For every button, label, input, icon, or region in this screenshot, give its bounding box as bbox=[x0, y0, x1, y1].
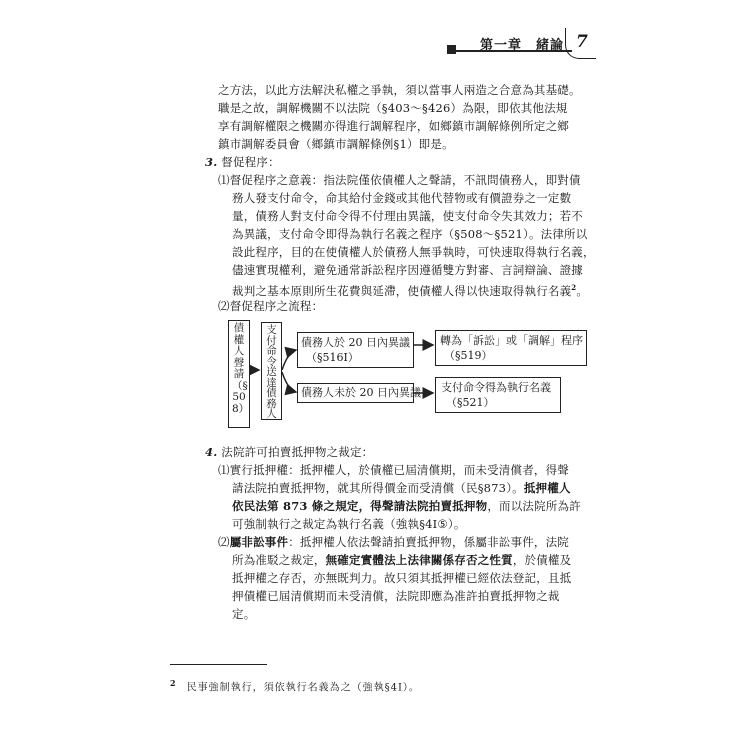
paragraph-line: 鎮市調解委員會（鄉鎮市調解條例§1）即是。 bbox=[218, 137, 454, 151]
section-heading bbox=[205, 444, 373, 460]
flow-box-petition bbox=[228, 320, 250, 428]
flow-box-objection bbox=[297, 332, 414, 368]
flow-box-text: （§516Ⅰ） bbox=[306, 351, 359, 364]
arrow-box2-to-box3 bbox=[282, 350, 296, 370]
paragraph-line: 職是之故，調解機關不以法院（§403～§426）為限，即依其他法規 bbox=[218, 101, 568, 115]
arrow-box2-to-box5 bbox=[282, 372, 296, 392]
paragraph-text: 。 bbox=[576, 283, 589, 298]
emphasis-text: 抵押權人 bbox=[523, 481, 571, 495]
footnote bbox=[170, 678, 420, 693]
paragraph-line: 押債權已屆清償期而未受清償，法院即應為准許拍賣抵押物之裁 bbox=[232, 589, 560, 603]
paragraph-text: 所為准駁之裁定， bbox=[232, 553, 326, 567]
section-number: 3. bbox=[205, 155, 218, 169]
paragraph-text: ，於債權及 bbox=[512, 553, 572, 567]
paragraph-line: 定。 bbox=[232, 607, 256, 621]
section-number: 4. bbox=[205, 445, 218, 459]
paragraph-line bbox=[232, 552, 571, 568]
paragraph-line: 可強制執行之裁定為執行名義（強執§4Ⅰ⑤）。 bbox=[232, 517, 466, 531]
subsection-label: ⑴實行抵押權： bbox=[218, 463, 300, 477]
flow-box-text: 轉為「訴訟」或「調解」程序 bbox=[440, 334, 583, 347]
flow-box-text: 債權人聲請（§508） bbox=[232, 322, 250, 415]
paragraph-line: 務人發支付命令，命其給付金錢或其他代替物或有價證券之一定數 bbox=[232, 191, 572, 205]
footnote-reference[interactable]: 2 bbox=[571, 283, 577, 292]
flow-box-text: 支付命令得為執行名義 bbox=[441, 381, 551, 394]
subsection-label: ⑴督促程序之意義： bbox=[218, 173, 324, 187]
paragraph-text: 指法院僅依債權人之聲請，不訊問債務人，即對債 bbox=[323, 173, 581, 187]
paragraph-text: ，而以法院所為許 bbox=[487, 499, 581, 513]
flow-box-text: （§521） bbox=[446, 396, 495, 409]
flow-box-service bbox=[261, 322, 282, 420]
paragraph-line bbox=[232, 480, 571, 496]
flow-box-text: 債務人於 20 日內異議 bbox=[301, 336, 410, 349]
footnote-number: 2 bbox=[170, 678, 177, 688]
paragraph-text: 請法院拍賣抵押物，就其所得價金而受清償（民§873）。 bbox=[232, 481, 524, 495]
paragraph-line: 量，債務人對支付命令得不付理由異議，使支付命令失其效力；若不 bbox=[232, 209, 583, 223]
section-title: 法院許可拍賣抵押物之裁定： bbox=[221, 445, 374, 459]
paragraph-line: 儘速實現權利，避免通常訴訟程序因遵循雙方對審、言詞辯論、證據 bbox=[232, 263, 583, 277]
paragraph-line: 設此程序，目的在使債權人於債務人無爭執時，可快速取得執行名義， bbox=[232, 245, 595, 259]
flow-box-text: （§519） bbox=[444, 349, 493, 362]
paragraph-text: 裁判之基本原則所生花費與延滯，使債權人得以快速取得執行名義 bbox=[232, 283, 572, 298]
footnote-rule bbox=[170, 664, 267, 665]
footnote-text: 民事強制執行，須依執行名義為之（強執§4Ⅰ）。 bbox=[186, 682, 420, 694]
chapter-title: 第一章 緒論 bbox=[480, 38, 565, 53]
paragraph-line bbox=[218, 462, 569, 478]
paragraph-line: 抵押權之存否，亦無既判力。故只須其抵押權已經依法登記，且抵 bbox=[232, 571, 572, 585]
emphasis-text: 依民法第 873 條之規定，得聲請法院拍賣抵押物 bbox=[232, 499, 488, 513]
flow-box-text: 債務人未於 20 日內異議 bbox=[301, 386, 421, 399]
subsection-label: ⑵ bbox=[218, 535, 230, 549]
section-title: 督促程序： bbox=[221, 155, 280, 169]
paragraph-text: ：抵押權人依法聲請拍賣抵押物，係屬非訟事件，法院 bbox=[288, 535, 570, 549]
flow-box-text: 支付命令送達債務人 bbox=[266, 324, 277, 420]
paragraph-line: 之方法，以此方法解決私權之爭執，須以當事人兩造之合意為其基礎。 bbox=[218, 83, 581, 97]
subsection-label: ⑵督促程序之流程： bbox=[218, 299, 324, 313]
emphasis-text: 屬非訟事件 bbox=[229, 535, 289, 549]
page-number: 7 bbox=[576, 32, 588, 52]
paragraph-line bbox=[218, 534, 569, 550]
paragraph-line: 享有調解權限之機關亦得進行調解程序，如鄉鎮市調解條例所定之鄉 bbox=[218, 119, 569, 133]
paragraph-line: 為異議，支付命令即得為執行名義之程序（§508～§521）。法律所以 bbox=[232, 227, 588, 241]
flow-box-enforcement-title bbox=[435, 377, 561, 413]
emphasis-text: 無確定實體法上法律關係存否之性質 bbox=[325, 553, 513, 567]
paragraph-text: 抵押權人，於債權已屆清償期，而未受清償者，得聲 bbox=[299, 463, 570, 477]
flow-box-no-objection bbox=[297, 383, 421, 403]
paragraph-line bbox=[232, 498, 581, 514]
flow-box-litigation bbox=[435, 330, 587, 366]
